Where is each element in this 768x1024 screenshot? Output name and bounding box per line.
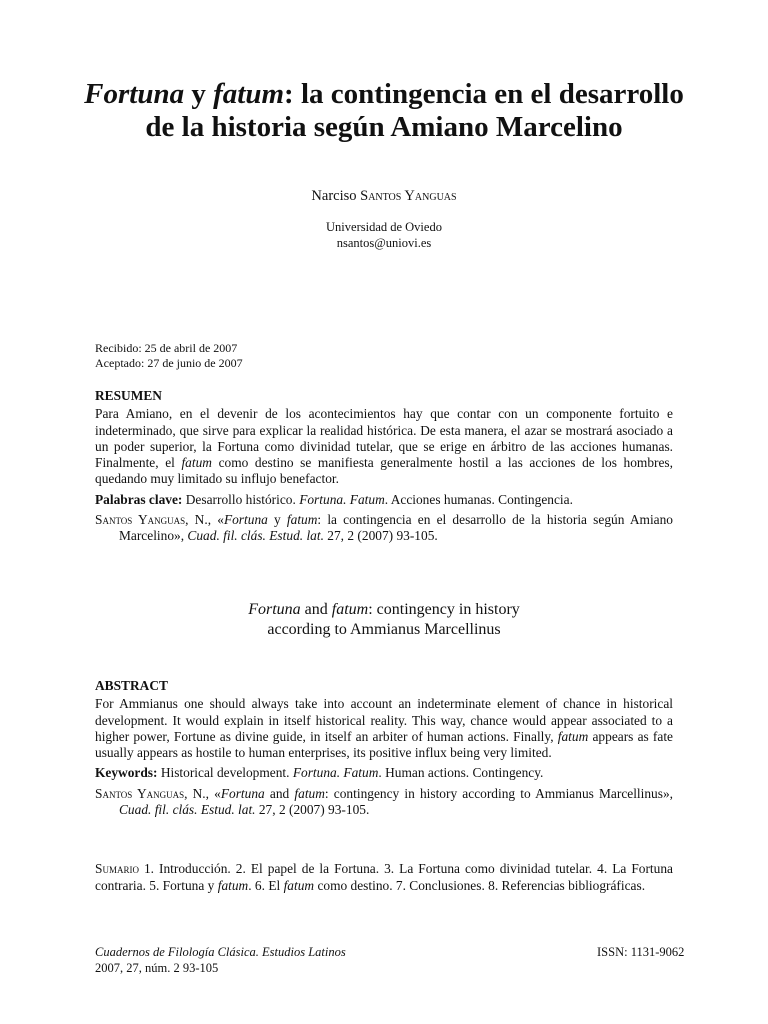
resumen-citation [95,512,673,545]
sumario-text-c: como destino. 7. Conclusiones. 8. Referencias bibliográficas. [314,878,646,893]
en-title-line1-rest: : contingency in history [368,601,520,618]
abstract-citation-author: Santos Yanguas [95,785,185,801]
sumario [95,860,673,894]
resumen-citation-author: Santos Yanguas [95,512,186,528]
keywords-a: Historical development. [157,765,293,781]
resumen-citation-c: : la contingencia en el desarrollo de la historia según Amiano Marcelino», [119,512,674,544]
en-title-line2: according to Ammianus Marcellinus [267,621,501,638]
keywords-b: . Human actions. Contingency. [378,765,544,781]
title-italic-fortuna: Fortuna [84,78,185,110]
sumario-text-a: 1. Introducción. 2. El papel de la Fortuna. 3. La Fortuna como divinidad tutelar. 4. La Fortuna contraria. 5. Fortuna y [95,861,673,893]
en-title-connector: and [300,601,332,618]
abstract-citation-i2: fatum [294,785,325,801]
keywords [95,765,673,781]
author-name [0,188,768,205]
abstract-text-italic: fatum [557,728,589,744]
affiliation [0,219,768,251]
english-title [0,600,768,640]
title-line2: de la historia según Amiano Marcelino [145,111,623,143]
palabras-clave [95,492,673,508]
abstract-citation-journal: Cuad. fil. clás. Estud. lat. [119,802,256,818]
author-first-name: Narciso [311,188,361,204]
palabras-clave-italic: Fortuna. Fatum [299,491,385,507]
resumen-citation-journal: Cuad. fil. clás. Estud. lat. [187,528,324,544]
author-surname: Santos Yanguas [360,188,457,204]
sumario-italic-1: fatum [217,878,249,893]
title-connector: y [184,78,214,110]
palabras-clave-b: . Acciones humanas. Contingencia. [384,491,573,507]
abstract-section [95,678,673,818]
resumen-citation-i2: fatum [286,512,318,528]
resumen-section [95,388,673,545]
en-title-italic-fatum: fatum [331,601,369,618]
sumario-italic-2: fatum [283,878,315,893]
footer-journal-name: Cuadernos de Filología Clásica. Estudios Latinos [95,945,346,959]
title-line1-rest: : la contingencia en el desarrollo [284,78,684,110]
affiliation-email: nsantos@uniovi.es [336,236,432,250]
abstract-text-b: appears as fate usually appears as hostile to human enterprises, its positive influx being very limited. [95,728,674,761]
resumen-citation-a: , N., « [185,512,224,528]
abstract-heading: ABSTRACT [95,678,168,693]
abstract-citation-c: : contingency in history according to Ammianus Marcellinus», [324,785,674,801]
footer-journal-info [95,944,346,976]
resumen-citation-d: 27, 2 (2007) 93-105. [323,528,438,544]
submission-dates [95,341,243,371]
affiliation-university: Universidad de Oviedo [326,220,442,234]
received-date: Recibido: 25 de abril de 2007 [95,341,238,355]
sumario-label: Sumario [95,861,139,876]
palabras-clave-label: Palabras clave: [95,491,183,507]
abstract-citation [95,786,673,819]
sumario-text-b: . 6. El [248,878,284,893]
accepted-date: Aceptado: 27 de junio de 2007 [95,356,243,370]
abstract-citation-i1: Fortuna [220,785,265,801]
abstract-text-a: For Ammianus one should always take into account an indeterminate element of chance in historical development. It would explain in itself historical reality. This way, chance would appear associated to a higher power, Fortune as divine guide, in itself an arbiter of human actions. Finally, [95,696,673,744]
resumen-text-italic: fatum [181,455,212,471]
abstract-citation-a: , N., « [184,785,221,801]
abstract-text [95,696,673,761]
footer-issue: 2007, 27, núm. 2 93-105 [95,961,219,975]
resumen-text-a: Para Amiano, en el devenir de los acontecimientos hay que contar con un componente fortuito e indeterminado, que sirve para explicar la realidad histórica. De esta manera, el azar se mostrará asociado a un poder superior, la Fortuna como divinidad tutelar, que se erige en árbitro de las acciones humanas. Finalmente, el [95,406,673,471]
keywords-italic: Fortuna. Fatum [292,765,379,781]
abstract-citation-d: 27, 2 (2007) 93-105. [255,802,370,818]
keywords-label: Keywords: [95,765,158,781]
resumen-citation-b: y [267,512,287,528]
article-title [40,78,728,144]
abstract-citation-b: and [264,785,295,801]
title-italic-fatum: fatum [213,78,285,110]
resumen-text [95,406,673,487]
palabras-clave-a: Desarrollo histórico. [182,491,300,507]
footer-issn: ISSN: 1131-9062 [597,945,685,959]
resumen-citation-i1: Fortuna [223,512,268,528]
resumen-text-b: como destino se manifiesta generalmente hostil a las acciones de los hombres, quedando muy limitado su influjo benefactor. [95,455,673,487]
en-title-italic-fortuna: Fortuna [248,601,301,618]
resumen-heading: RESUMEN [95,388,162,403]
